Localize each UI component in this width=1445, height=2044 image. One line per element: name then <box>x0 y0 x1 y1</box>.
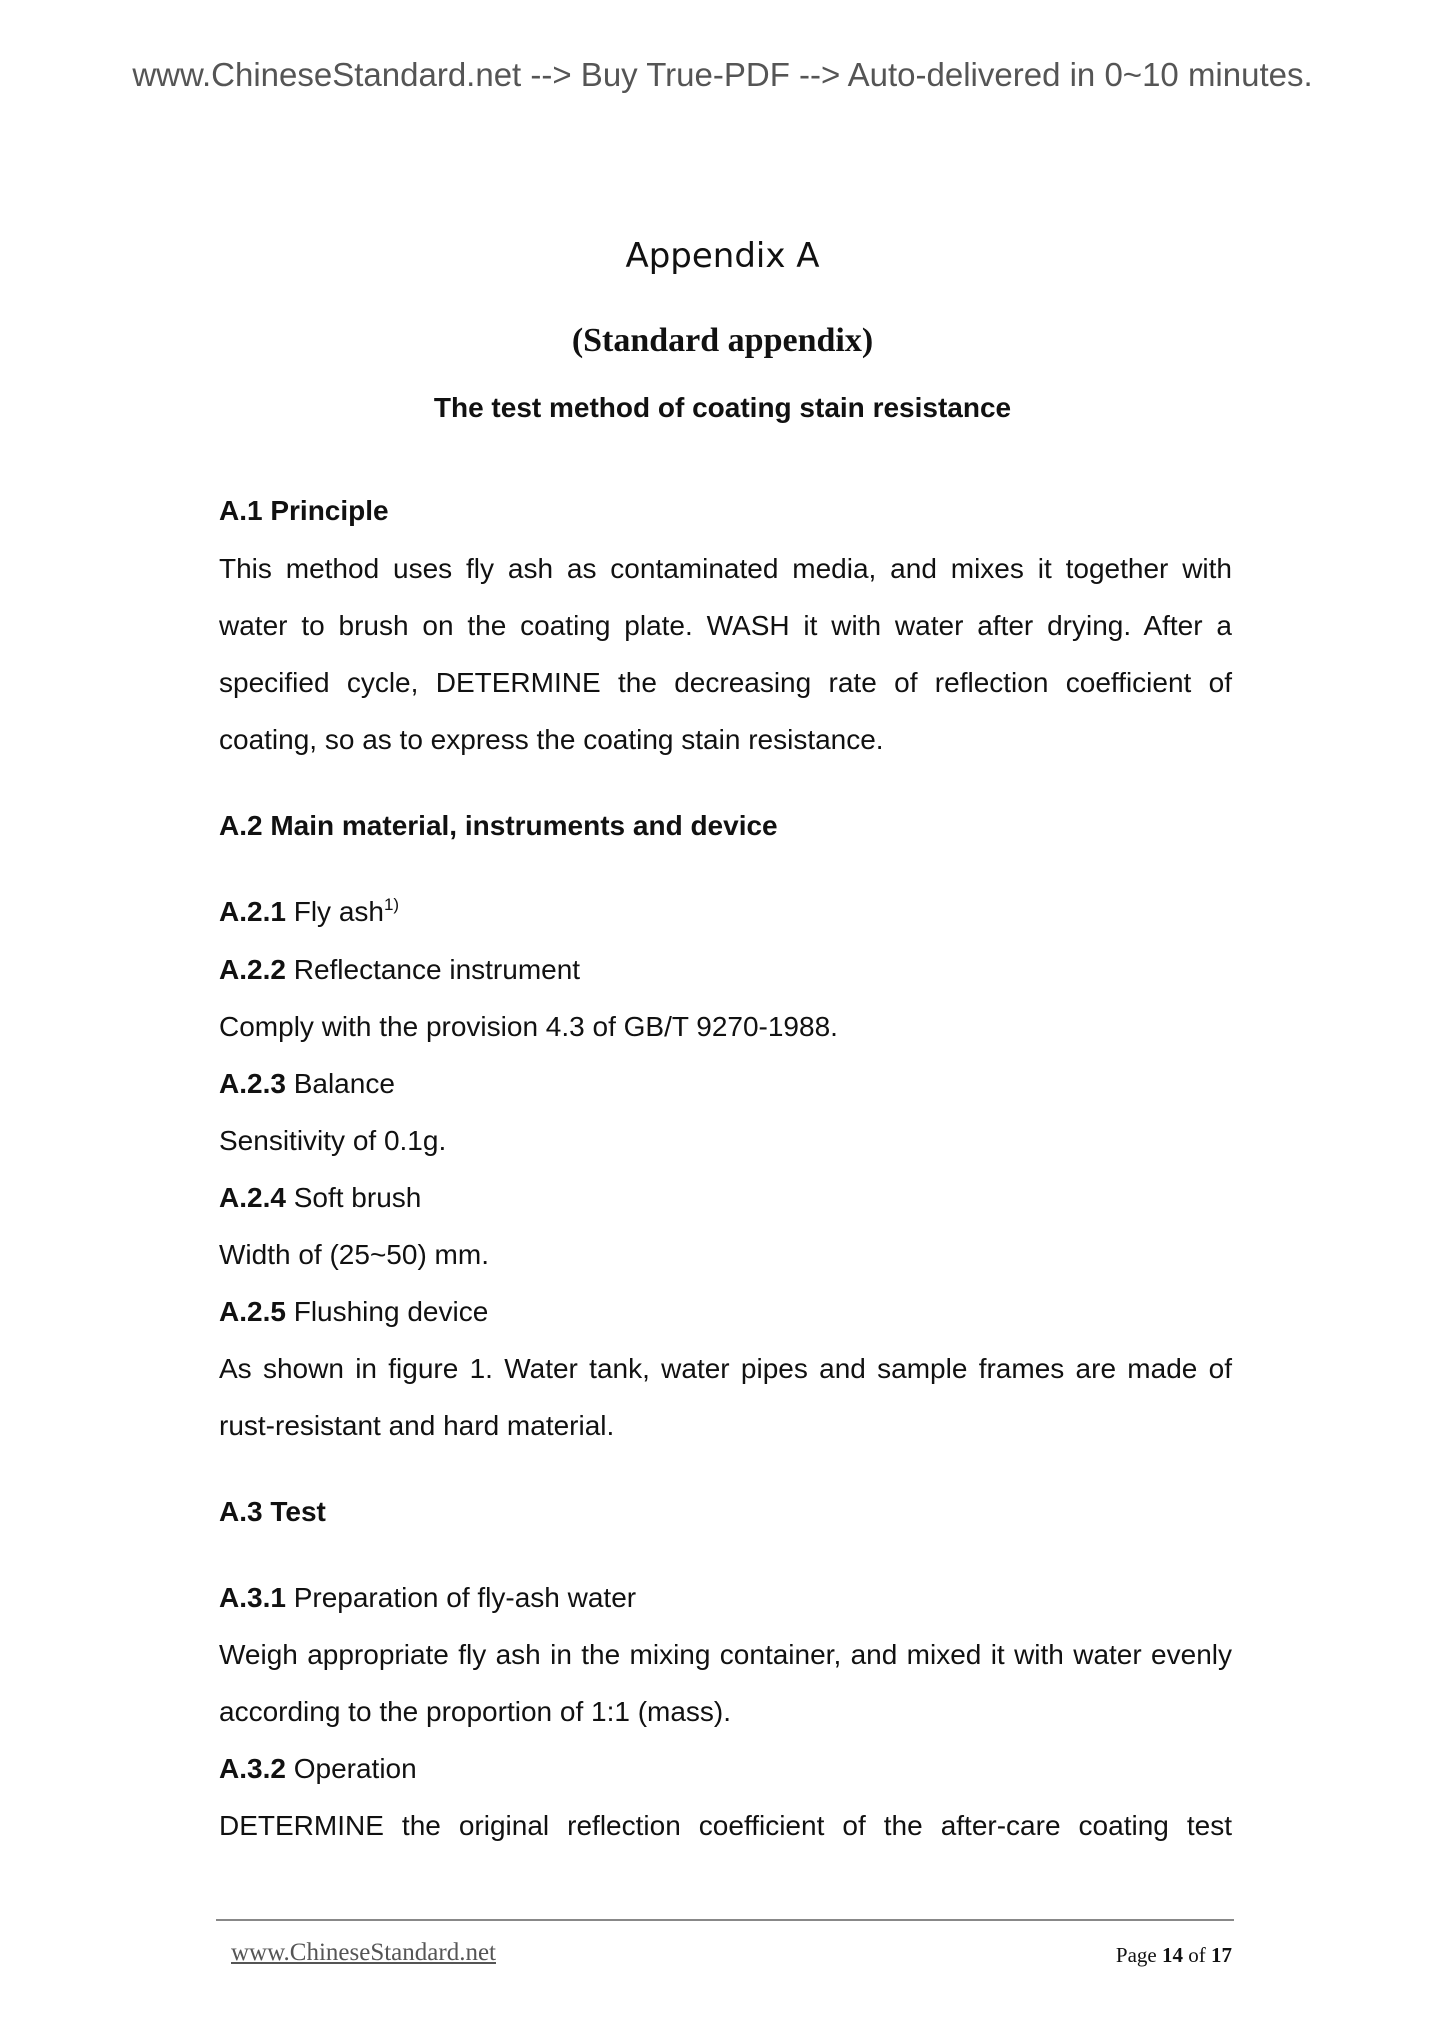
a1-paragraph-line: water to brush on the coating plate. WASH it with water after drying. After a <box>219 610 1232 641</box>
clause-title: Soft brush <box>285 1182 422 1213</box>
clause-a3-1 <box>219 1578 1232 1618</box>
clause-title: Reflectance instrument <box>285 954 581 985</box>
clause-number: A.2.4 <box>219 1182 286 1213</box>
section-a2-heading: A.2 Main material, instruments and device <box>219 810 778 841</box>
clause-title: Fly ash <box>285 896 384 927</box>
clause-a3-2 <box>219 1749 1232 1789</box>
clause-number: A.2.2 <box>219 954 286 985</box>
clause-number: A.2.5 <box>219 1296 286 1327</box>
clause-a2-1 <box>219 892 1232 932</box>
footer-divider <box>216 1919 1234 1921</box>
clause-a3-1-desc-line: Weigh appropriate fly ash in the mixing container, and mixed it with water evenly <box>219 1639 1232 1670</box>
clause-a3-2-desc-line: DETERMINE the original reflection coefficient of the after-care coating test <box>219 1810 1232 1841</box>
a1-paragraph-line: This method uses fly ash as contaminated media, and mixes it together with <box>219 553 1232 584</box>
clause-a2-2-desc: Comply with the provision 4.3 of GB/T 9270-1988. <box>219 1011 838 1042</box>
clause-a2-5-desc-line: rust-resistant and hard material. <box>219 1410 615 1441</box>
page-number <box>1116 1943 1232 1968</box>
appendix-subtitle: (Standard appendix) <box>571 322 874 359</box>
clause-title: Preparation of fly-ash water <box>285 1582 637 1613</box>
clause-a2-5 <box>219 1292 1232 1332</box>
current-page: 14 <box>1162 1943 1183 1967</box>
promo-banner[interactable]: www.ChineseStandard.net --> Buy True-PDF --> Auto-delivered in 0~10 minutes. <box>132 56 1313 93</box>
page-of: of <box>1183 1943 1211 1967</box>
a1-paragraph-line: specified cycle, DETERMINE the decreasing rate of reflection coefficient of <box>219 667 1232 698</box>
clause-a2-3-desc: Sensitivity of 0.1g. <box>219 1125 447 1156</box>
clause-a2-4 <box>219 1178 1232 1218</box>
section-a3-heading: A.3 Test <box>219 1496 326 1527</box>
a1-paragraph-line: coating, so as to express the coating stain resistance. <box>219 724 884 755</box>
appendix-title: Appendix A <box>625 236 820 276</box>
clause-number: A.2.1 <box>219 896 286 927</box>
page-prefix: Page <box>1115 1943 1162 1967</box>
clause-a2-3 <box>219 1064 1232 1104</box>
clause-a3-1-desc-line: according to the proportion of 1:1 (mass). <box>219 1696 732 1727</box>
clause-title: Operation <box>285 1753 417 1784</box>
clause-title: Balance <box>285 1068 395 1099</box>
clause-a2-4-desc: Width of (25~50) mm. <box>219 1239 489 1270</box>
section-a1-heading: A.1 Principle <box>219 495 389 526</box>
clause-a2-2 <box>219 950 1232 990</box>
appendix-heading: The test method of coating stain resistance <box>433 392 1012 423</box>
clause-number: A.3.2 <box>219 1753 286 1784</box>
footer-site-link[interactable]: www.ChineseStandard.net <box>231 1939 496 1966</box>
clause-number: A.2.3 <box>219 1068 286 1099</box>
clause-a2-5-desc-line: As shown in figure 1. Water tank, water pipes and sample frames are made of <box>219 1353 1232 1384</box>
footnote-marker: 1) <box>383 895 400 914</box>
total-pages: 17 <box>1211 1943 1232 1967</box>
clause-title: Flushing device <box>285 1296 489 1327</box>
clause-number: A.3.1 <box>219 1582 286 1613</box>
